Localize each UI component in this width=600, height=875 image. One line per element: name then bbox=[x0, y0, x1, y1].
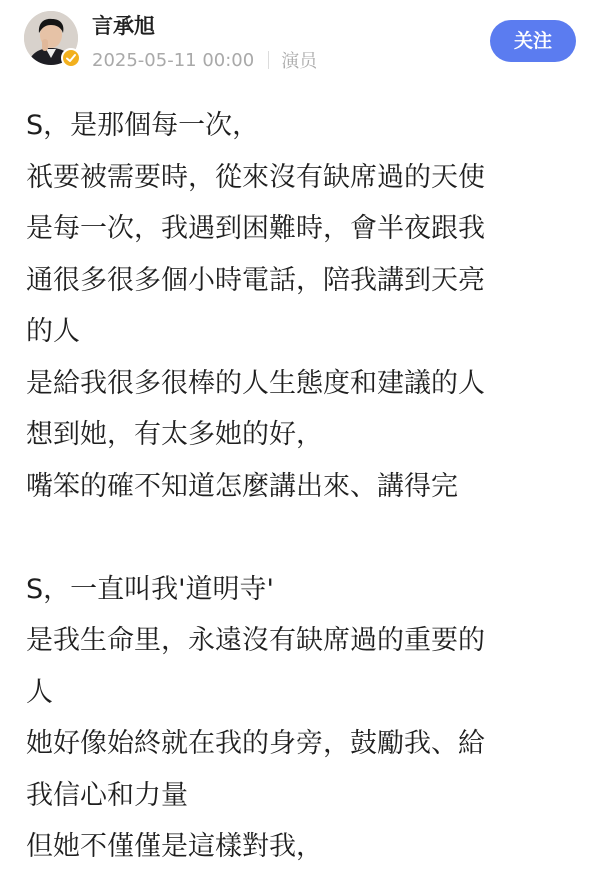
meta-divider bbox=[268, 51, 269, 69]
post-line: 我信心和力量 bbox=[26, 779, 188, 811]
post-line: 是每一次，我遇到困難時，會半夜跟我 bbox=[26, 213, 485, 244]
post-date: 2025-05-11 00:00 bbox=[92, 49, 255, 71]
post-line: S，是那個每一次， bbox=[26, 110, 260, 141]
post-body bbox=[26, 100, 582, 873]
post-line: 祇要被需要時，從來沒有缺席過的天使 bbox=[26, 161, 485, 193]
verified-badge-icon bbox=[61, 48, 81, 68]
post-line: 通很多很多個小時電話，陪我講到天亮 bbox=[26, 264, 485, 296]
follow-button[interactable]: 关注 bbox=[490, 20, 576, 62]
post-line-blank bbox=[26, 512, 582, 564]
post-line: S，一直叫我'道明寺' bbox=[26, 573, 274, 605]
post-line: 想到她，有太多她的好， bbox=[26, 419, 323, 450]
post-line: 但她不僅僅是這樣對我， bbox=[26, 831, 323, 862]
author-name[interactable]: 言承旭 bbox=[92, 14, 155, 38]
author-tag: 演员 bbox=[281, 51, 318, 72]
post-header bbox=[0, 0, 600, 82]
post-line: 嘴笨的確不知道怎麼講出來、講得完 bbox=[26, 470, 458, 502]
post-meta bbox=[92, 48, 317, 72]
post-line: 是給我很多很棒的人生態度和建議的人 bbox=[26, 367, 485, 399]
post-line: 她好像始終就在我的身旁，鼓勵我、給 bbox=[26, 728, 485, 759]
avatar[interactable] bbox=[24, 11, 78, 65]
post-line: 的人 bbox=[26, 316, 80, 347]
post-line: 人 bbox=[26, 676, 53, 708]
post-line: 是我生命里，永遠沒有缺席過的重要的 bbox=[26, 625, 485, 656]
